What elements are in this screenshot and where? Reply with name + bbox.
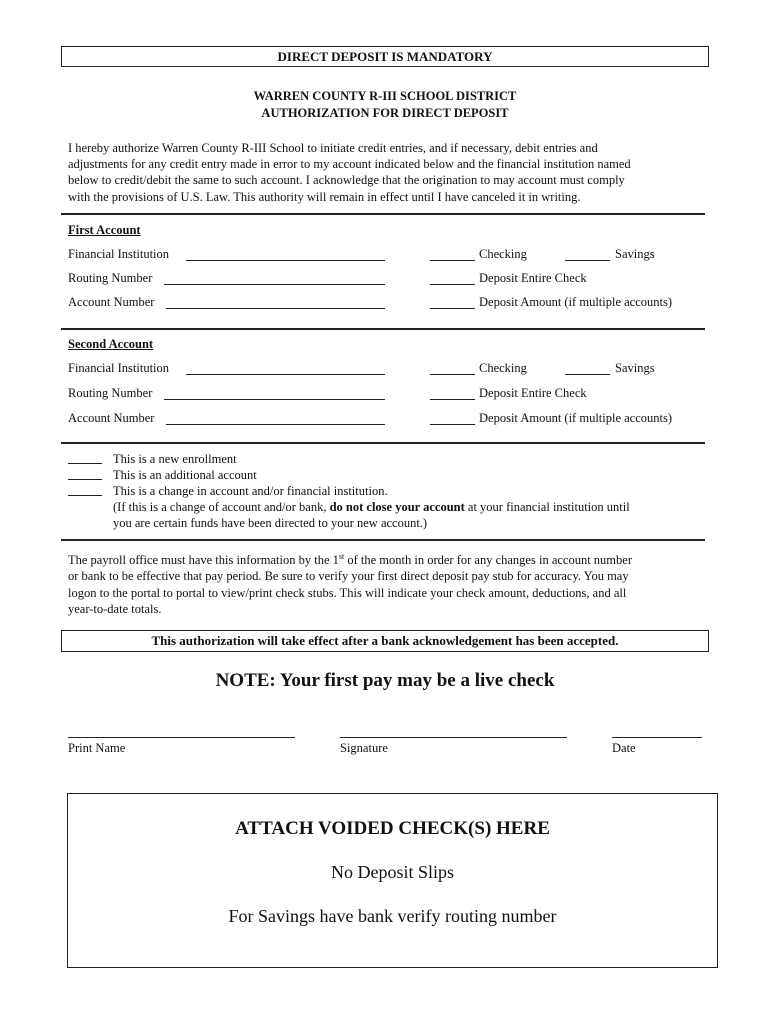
second-financial-institution-field[interactable] <box>186 374 385 375</box>
second-routing-number-field[interactable] <box>164 399 385 400</box>
new-enrollment-blank[interactable] <box>68 453 102 464</box>
first-savings-blank[interactable] <box>565 260 610 261</box>
change-account-blank[interactable] <box>68 485 102 496</box>
second-routing-number-label: Routing Number <box>68 386 153 400</box>
date-label: Date <box>612 741 636 755</box>
second-financial-institution-label: Financial Institution <box>68 361 170 375</box>
first-routing-number-label: Routing Number <box>68 271 153 285</box>
mandatory-banner: DIRECT DEPOSIT IS MANDATORY <box>61 46 709 67</box>
new-enrollment-label: This is a new enrollment <box>113 452 237 466</box>
attach-check-box <box>67 793 718 968</box>
payroll-line: year-to-date totals. <box>68 601 162 616</box>
first-financial-institution-field[interactable] <box>186 260 385 261</box>
print-name-field[interactable] <box>68 737 295 738</box>
no-deposit-slips: No Deposit Slips <box>330 862 454 882</box>
second-account-number-label: Account Number <box>68 411 155 425</box>
additional-account-blank[interactable] <box>68 469 102 480</box>
divider <box>61 442 705 444</box>
signature-field[interactable] <box>340 737 567 738</box>
first-deposit-amount-blank[interactable] <box>430 308 475 309</box>
change-note-line-2: you are certain funds have been directed to your new account.) <box>113 516 428 530</box>
divider <box>61 328 705 330</box>
payroll-line <box>68 549 708 568</box>
first-checking-label: Checking <box>479 247 527 261</box>
first-account-title: First Account <box>68 223 141 237</box>
second-checking-blank[interactable] <box>430 374 475 375</box>
date-field[interactable] <box>612 737 702 738</box>
second-account-title: Second Account <box>68 337 154 351</box>
payroll-paragraph <box>68 549 708 617</box>
additional-account-label: This is an additional account <box>113 468 257 482</box>
intro-line: I hereby authorize Warren County R-III School to initiate credit entries, and if necessary, debit entries and <box>68 141 598 155</box>
change-account-label: This is a change in account and/or financial institution. <box>113 484 388 498</box>
intro-line: below to credit/debit the same to such account. I acknowledge that the origination to may account must comply <box>68 173 625 188</box>
second-deposit-amount-label: Deposit Amount (if multiple accounts) <box>479 411 673 425</box>
payroll-line: logon to the portal to portal to view/print check stubs. This will indicate your check amount, deductions, and all <box>68 585 627 600</box>
intro-line: adjustments for any credit entry made in error to my account indicated below and the financial institution named <box>68 157 631 172</box>
intro-paragraph <box>68 140 708 205</box>
first-savings-label: Savings <box>615 247 655 261</box>
first-account-number-field[interactable] <box>166 308 385 309</box>
second-deposit-entire-label: Deposit Entire Check <box>479 386 587 400</box>
second-deposit-entire-blank[interactable] <box>430 399 475 400</box>
authorization-notice: This authorization will take effect after a bank acknowledgement has been accepted. <box>61 630 709 652</box>
attach-title: ATTACH VOIDED CHECK(S) HERE <box>235 818 550 839</box>
second-savings-blank[interactable] <box>565 374 610 375</box>
change-note-end: at your financial institution until <box>464 500 630 514</box>
live-check-note: NOTE: Your first pay may be a live check <box>215 670 555 691</box>
second-savings-label: Savings <box>615 361 655 375</box>
change-note-warning: do not close your account <box>329 500 465 514</box>
form-title: AUTHORIZATION FOR DIRECT DEPOSIT <box>261 106 509 120</box>
payroll-line-1-end: of the month in order for any changes in account number <box>344 553 632 568</box>
ordinal-suffix: st <box>338 552 345 561</box>
first-deposit-amount-label: Deposit Amount (if multiple accounts) <box>479 295 673 309</box>
second-account-number-field[interactable] <box>166 424 385 425</box>
first-financial-institution-label: Financial Institution <box>68 247 170 261</box>
first-account-number-label: Account Number <box>68 295 155 309</box>
second-checking-label: Checking <box>479 361 527 375</box>
intro-line: with the provisions of U.S. Law. This authority will remain in effect until I have canceled it in writing. <box>68 189 581 204</box>
payroll-line: or bank to be effective that pay period. Be sure to verify your first direct deposit pay stub for accuracy. You may <box>68 569 629 584</box>
change-note <box>113 500 630 515</box>
payroll-line-1-start: The payroll office must have this information by the 1 <box>68 553 339 568</box>
district-name: WARREN COUNTY R-III SCHOOL DISTRICT <box>253 89 517 103</box>
first-deposit-entire-label: Deposit Entire Check <box>479 271 587 285</box>
divider <box>61 539 705 541</box>
first-routing-number-field[interactable] <box>164 284 385 285</box>
first-checking-blank[interactable] <box>430 260 475 261</box>
second-deposit-amount-blank[interactable] <box>430 424 475 425</box>
change-note-start: (If this is a change of account and/or bank, <box>113 500 330 514</box>
first-deposit-entire-blank[interactable] <box>430 284 475 285</box>
signature-label: Signature <box>340 741 388 755</box>
divider <box>61 213 705 215</box>
savings-routing-instruction: For Savings have bank verify routing number <box>228 906 557 926</box>
print-name-label: Print Name <box>68 741 126 755</box>
